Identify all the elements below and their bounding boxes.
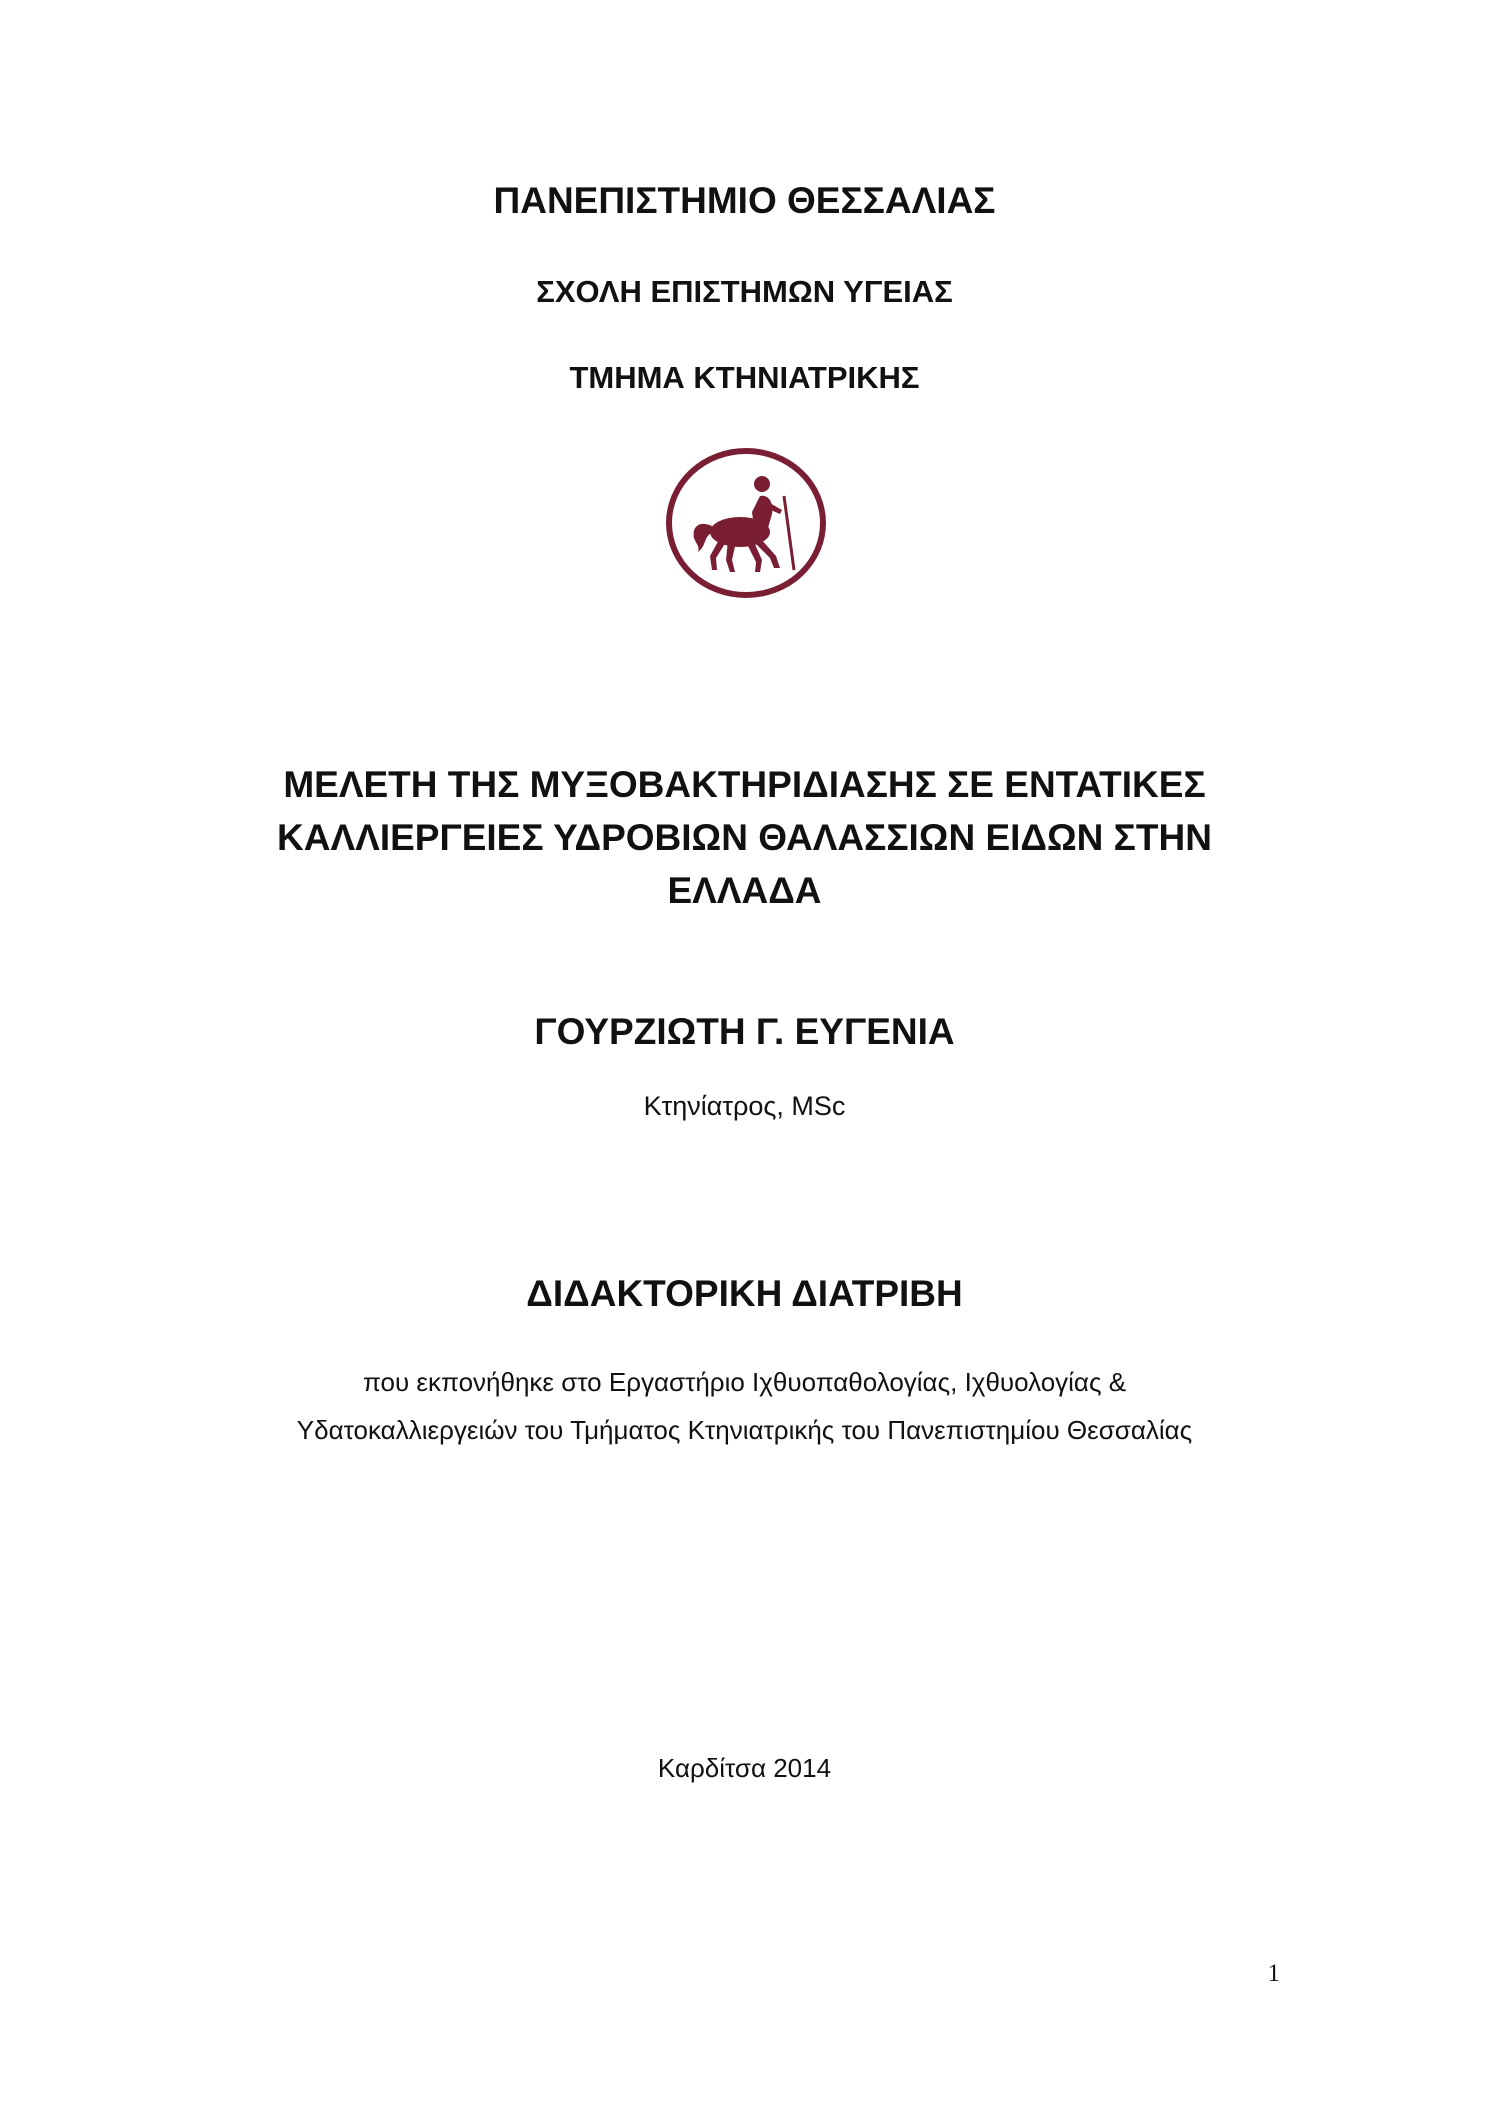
department-name: ΤΜΗΜΑ ΚΤΗΝΙΑΤΡΙΚΗΣ [569, 360, 920, 395]
author-credentials: Κτηνίατρος, MSc [643, 1091, 846, 1121]
thesis-title-line: ΚΑΛΛΙΕΡΓΕΙΕΣ ΥΔΡΟΒΙΩΝ ΘΑΛΑΣΣΙΩΝ ΕΙΔΩΝ ΣΤΗΝ [277, 817, 1212, 858]
page-number: 1 [1267, 1960, 1280, 1987]
thesis-type: ΔΙΔΑΚΤΟΡΙΚΗ ΔΙΑΤΡΙΒΗ [526, 1273, 963, 1314]
author-name: ΓΟΥΡΖΙΩΤΗ Γ. ΕΥΓΕΝΙΑ [534, 1011, 955, 1052]
thesis-description-line: που εκπονήθηκε στο Εργαστήριο Ιχθυοπαθολογίας, Ιχθυολογίας & [362, 1367, 1127, 1397]
thesis-description-line: Υδατοκαλλιεργειών του Τμήματος Κτηνιατρικής του Πανεπιστημίου Θεσσαλίας [296, 1415, 1193, 1445]
place-year: Καρδίτσα 2014 [657, 1753, 832, 1783]
centaur-seal-icon [664, 446, 828, 600]
school-name: ΣΧΟΛΗ ΕΠΙΣΤΗΜΩΝ ΥΓΕΙΑΣ [536, 274, 953, 309]
thesis-title-line: ΜΕΛΕΤΗ ΤΗΣ ΜΥΞΟΒΑΚΤΗΡΙΔΙΑΣΗΣ ΣΕ ΕΝΤΑΤΙΚΕΣ [283, 764, 1206, 805]
university-name: ΠΑΝΕΠΙΣΤΗΜΙΟ ΘΕΣΣΑΛΙΑΣ [493, 180, 996, 221]
thesis-title [200, 758, 1289, 917]
thesis-title-line: ΕΛΛΑΔΑ [667, 870, 822, 911]
